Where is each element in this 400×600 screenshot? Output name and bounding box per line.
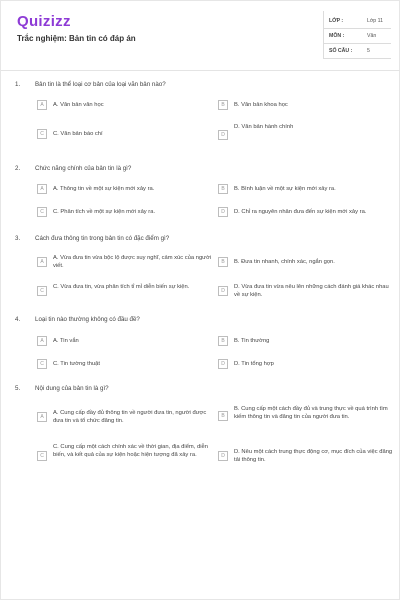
option-a-box: A: [37, 184, 47, 194]
option-c-text: C. Văn bản báo chí: [53, 131, 103, 137]
option-a-text: A. Văn bản văn học: [53, 102, 104, 108]
meta-row-class: [323, 15, 391, 29]
option-b-box: B: [218, 257, 228, 267]
option-c-box: C: [37, 451, 47, 461]
meta-row-subject: [323, 30, 391, 44]
option-c-text: C. Cung cấp một cách chính xác về thời gian, địa điểm, diễn biến, và kết quả của sự kiện hoặc hiện tượng đã xảy ra.: [53, 444, 208, 458]
question-number: 1.: [15, 81, 21, 88]
quizizz-logo: Quizizz: [17, 13, 71, 30]
meta-table: [323, 11, 395, 59]
option-b-text: B. Văn bản khoa học: [234, 102, 288, 108]
worksheet-title: Trắc nghiệm: Bản tin có đáp án: [17, 34, 136, 43]
option-b-text: B. Bình luận về một sự kiện mới xảy ra.: [234, 186, 336, 192]
option-b-text: B. Đưa tin nhanh, chính xác, ngắn gọn.: [234, 259, 335, 265]
option-a-box: A: [37, 412, 47, 422]
worksheet-header: [1, 1, 400, 71]
option-c-box: C: [37, 286, 47, 296]
option-b-text: B. Cung cấp một cách đầy đủ và trung thực về quá trình tìm kiếm thông tin và đăng tin của người đưa tin.: [234, 406, 388, 420]
meta-key-class: LỚP :: [329, 18, 344, 24]
question-text: Loại tin nào thường không có đầu đề?: [35, 316, 140, 323]
question-number: 5.: [15, 385, 21, 392]
option-d-text: D. Chỉ ra nguyên nhân đưa đến sự kiện mới xảy ra.: [234, 209, 367, 215]
question-number: 2.: [15, 165, 21, 172]
option-a-text: A. Vừa đưa tin vừa bộc lộ được suy nghĩ, cảm xúc của người viết.: [53, 255, 212, 269]
option-b-box: B: [218, 336, 228, 346]
option-d-box: D: [218, 130, 228, 140]
meta-key-count: SỐ CÂU :: [329, 48, 353, 54]
meta-value-subject: Văn: [367, 33, 377, 39]
option-b-box: B: [218, 184, 228, 194]
question-text: Bản tin là thể loại cơ bản của loại văn bản nào?: [35, 81, 166, 88]
meta-key-subject: MÔN :: [329, 33, 345, 39]
option-a-text: A. Cung cấp đầy đủ thông tin về người đưa tin, người được đưa tin và tổ chức đăng tin.: [53, 410, 207, 424]
question-text: Cách đưa thông tin trong bản tin có đặc điểm gì?: [35, 235, 170, 242]
option-d-text: D. Tin tổng hợp: [234, 361, 274, 367]
option-c-text: C. Tin tường thuật: [53, 361, 100, 367]
option-c-box: C: [37, 207, 47, 217]
meta-value-class: Lớp 11: [367, 18, 383, 24]
option-a-box: A: [37, 100, 47, 110]
option-a-text: A. Tin vắn: [53, 338, 79, 344]
question-text: Nội dung của bản tin là gì?: [35, 385, 109, 392]
option-b-box: B: [218, 411, 228, 421]
option-c-box: C: [37, 129, 47, 139]
option-a-box: A: [37, 336, 47, 346]
question-number: 3.: [15, 235, 21, 242]
option-c-text: C. Vừa đưa tin, vừa phân tích tỉ mỉ diễn biến sự kiện.: [53, 284, 190, 290]
option-c-text: C. Phân tích về một sự kiện mới xảy ra.: [53, 209, 156, 215]
option-d-text: D. Văn bản hành chính: [234, 124, 294, 130]
question-text: Chức năng chính của bản tin là gì?: [35, 165, 132, 172]
option-c-box: C: [37, 359, 47, 369]
option-d-text: D. Nêu một cách trung thực động cơ, mục đích của việc đăng tải thông tin.: [234, 449, 393, 463]
question-number: 4.: [15, 316, 21, 323]
option-d-box: D: [218, 359, 228, 369]
option-d-box: D: [218, 451, 228, 461]
option-a-box: A: [37, 257, 47, 267]
option-d-box: D: [218, 207, 228, 217]
option-a-text: A. Thông tin về một sự kiện mới xảy ra.: [53, 186, 155, 192]
meta-row-count: [323, 45, 391, 59]
option-d-box: D: [218, 286, 228, 296]
option-b-box: B: [218, 100, 228, 110]
meta-value-count: 5: [367, 48, 370, 54]
option-d-text: D. Vừa đưa tin vừa nêu lên những cách đánh giá khác nhau về sự kiện.: [234, 284, 389, 298]
option-b-text: B. Tin thường: [234, 338, 270, 344]
